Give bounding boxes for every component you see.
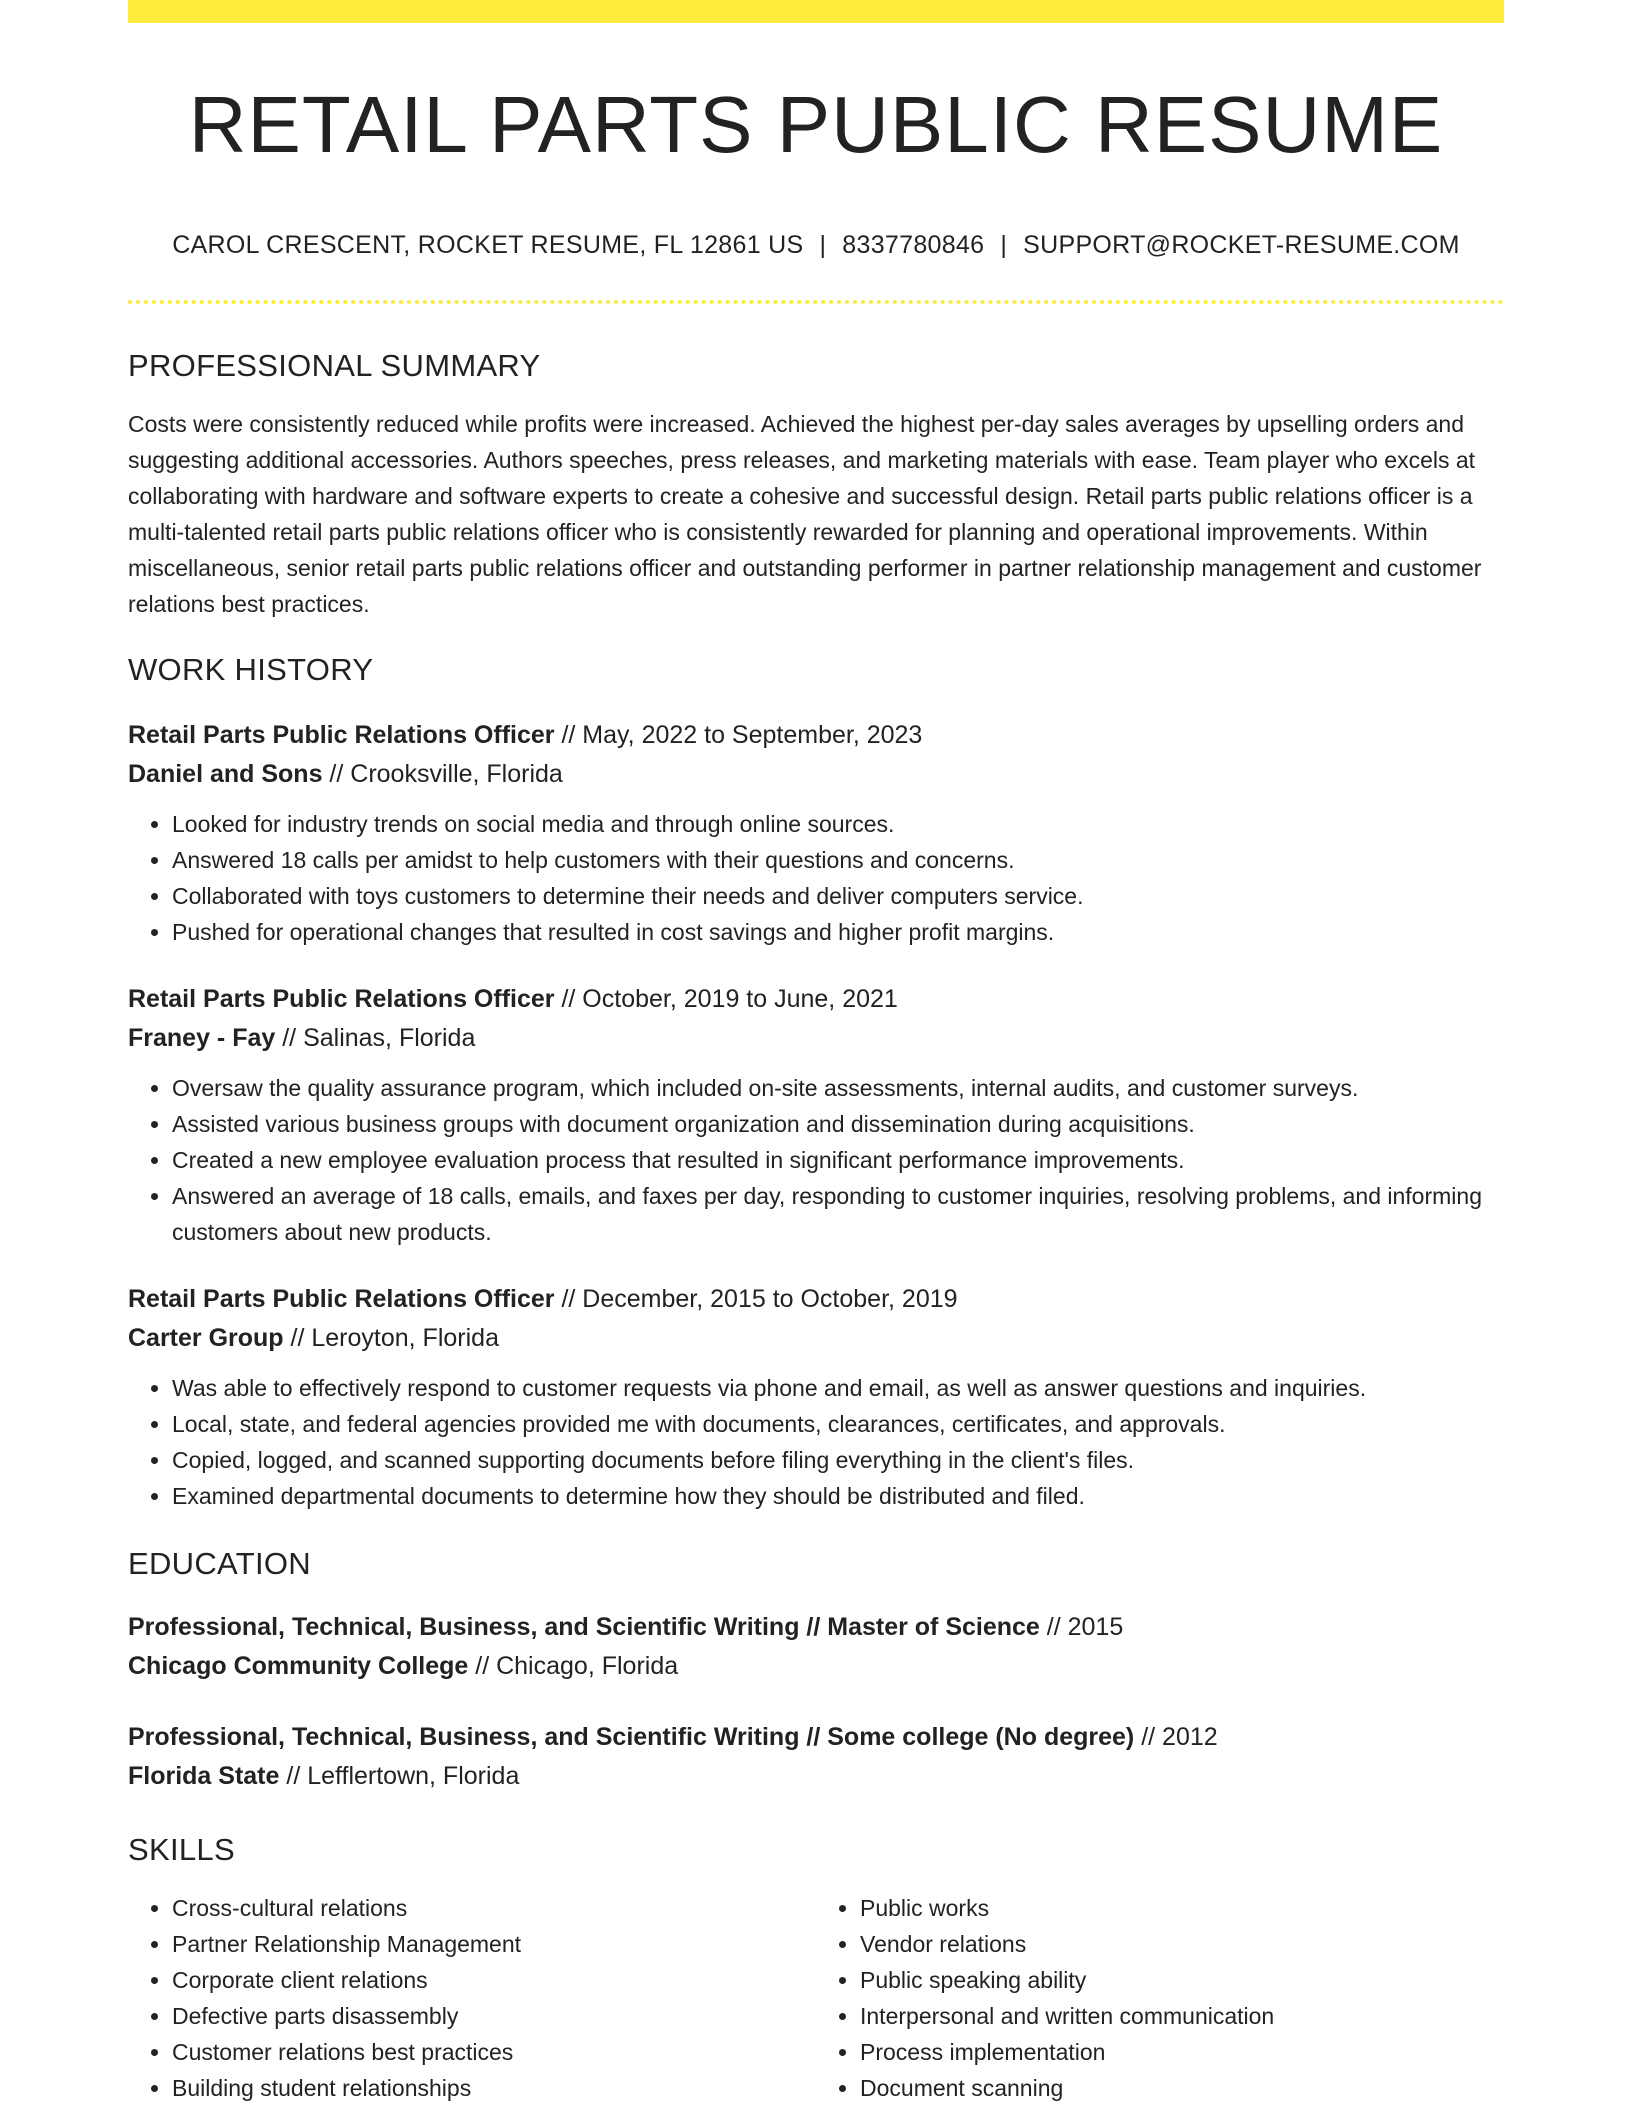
- skill-item: • Interpersonal and written communication: [860, 1998, 1504, 2034]
- skill-item: • Corporate client relations: [172, 1962, 816, 1998]
- skills-columns: [128, 1890, 1504, 2106]
- job-company: Carter Group: [128, 1324, 284, 1352]
- resume-page: [128, 0, 1504, 2106]
- job-dates: // May, 2022 to September, 2023: [554, 721, 923, 749]
- skills-list-right: [816, 1890, 1504, 2106]
- skill-item: • Public works: [860, 1890, 1504, 1926]
- contact-line: [128, 231, 1504, 260]
- job-entry: [128, 716, 1504, 950]
- list-item: • Created a new employee evaluation process that resulted in significant performance improvements.: [172, 1142, 1504, 1178]
- skill-item: • Customer relations best practices: [172, 2034, 816, 2070]
- education-school-line: [128, 1757, 1504, 1796]
- summary-text: Costs were consistently reduced while profits were increased. Achieved the highest per-day sales averages by upselling orders and suggesting additional accessories. Authors speeches, press releases, and marketing materials with ease. Team player who excels at collaborating with hardware and software experts to create a cohesive and successful design. Retail parts public relations officer is a multi-talented retail parts public relations officer who is consistently rewarded for planning and operational improvements. Within miscellaneous, senior retail parts public relations officer and outstanding performer in partner relationship management and customer relations best practices.: [128, 411, 1482, 617]
- skill-item: • Public speaking ability: [860, 1962, 1504, 1998]
- section-title-work-history: WORK HISTORY: [128, 652, 374, 687]
- section-title-education: EDUCATION: [128, 1546, 311, 1581]
- education-year: // 2015: [1039, 1613, 1124, 1641]
- education-school: Chicago Community College: [128, 1652, 469, 1680]
- job-title-line: [128, 980, 1504, 1019]
- job-dates: // December, 2015 to October, 2019: [554, 1285, 958, 1313]
- section-title-skills: SKILLS: [128, 1832, 235, 1867]
- list-item: • Oversaw the quality assurance program, which included on-site assessments, internal audits, and customer surveys.: [172, 1070, 1504, 1106]
- list-item: • Examined departmental documents to determine how they should be distributed and filed.: [172, 1478, 1504, 1514]
- education-year: // 2012: [1134, 1723, 1218, 1751]
- list-item: • Pushed for operational changes that resulted in cost savings and higher profit margins.: [172, 914, 1504, 950]
- section-title-summary: PROFESSIONAL SUMMARY: [128, 348, 541, 383]
- education-degree: Professional, Technical, Business, and Scientific Writing // Some college (No degree): [128, 1723, 1135, 1751]
- education-degree: Professional, Technical, Business, and Scientific Writing // Master of Science: [128, 1613, 1040, 1641]
- job-company-line: [128, 755, 1504, 794]
- list-item: • Collaborated with toys customers to determine their needs and deliver computers service.: [172, 878, 1504, 914]
- skill-item: • Cross-cultural relations: [172, 1890, 816, 1926]
- list-item: • Assisted various business groups with document organization and dissemination during acquisitions.: [172, 1106, 1504, 1142]
- education-school: Florida State: [128, 1762, 280, 1790]
- skill-item: • Partner Relationship Management: [172, 1926, 816, 1962]
- education-entry: [128, 1718, 1504, 1796]
- education-degree-line: [128, 1718, 1504, 1757]
- job-company-line: [128, 1019, 1504, 1058]
- job-company: Daniel and Sons: [128, 760, 323, 788]
- list-item: • Copied, logged, and scanned supporting documents before filing everything in the client's files.: [172, 1442, 1504, 1478]
- education-location: // Chicago, Florida: [468, 1652, 679, 1680]
- job-company-line: [128, 1319, 1504, 1358]
- contact-phone: 8337780846: [842, 231, 985, 259]
- dotted-divider: [128, 300, 1504, 304]
- job-bullets: [128, 1370, 1504, 1514]
- skill-item: • Vendor relations: [860, 1926, 1504, 1962]
- job-bullets: [128, 1070, 1504, 1250]
- education-degree-line: [128, 1608, 1504, 1647]
- skill-item: • Defective parts disassembly: [172, 1998, 816, 2034]
- job-title-line: [128, 716, 1504, 755]
- list-item: • Answered an average of 18 calls, emails, and faxes per day, responding to customer inquiries, resolving problems, and informing customers about new products.: [172, 1178, 1504, 1250]
- job-location: // Salinas, Florida: [275, 1024, 476, 1052]
- job-position: Retail Parts Public Relations Officer: [128, 721, 555, 749]
- education-location: // Lefflertown, Florida: [279, 1762, 520, 1790]
- job-entry: [128, 1280, 1504, 1514]
- job-location: // Crooksville, Florida: [322, 760, 563, 788]
- skills-list-left: [128, 1890, 816, 2106]
- job-entry: [128, 980, 1504, 1250]
- list-item: • Local, state, and federal agencies provided me with documents, clearances, certificates, and approvals.: [172, 1406, 1504, 1442]
- resume-title: RETAIL PARTS PUBLIC RESUME: [188, 80, 1444, 169]
- contact-separator: |: [819, 231, 827, 259]
- contact-email: SUPPORT@ROCKET-RESUME.COM: [1023, 231, 1460, 259]
- skill-item: • Building student relationships: [172, 2070, 816, 2106]
- contact-separator: |: [1000, 231, 1008, 259]
- job-position: Retail Parts Public Relations Officer: [128, 1285, 555, 1313]
- accent-bar: [128, 0, 1504, 23]
- education-entry: [128, 1608, 1504, 1686]
- job-bullets: [128, 806, 1504, 950]
- job-location: // Leroyton, Florida: [283, 1324, 499, 1352]
- contact-address: CAROL CRESCENT, ROCKET RESUME, FL 12861 US: [172, 231, 804, 259]
- skill-item: • Document scanning: [860, 2070, 1504, 2106]
- skill-item: • Process implementation: [860, 2034, 1504, 2070]
- job-dates: // October, 2019 to June, 2021: [554, 985, 898, 1013]
- job-company: Franey - Fay: [128, 1024, 276, 1052]
- list-item: • Answered 18 calls per amidst to help customers with their questions and concerns.: [172, 842, 1504, 878]
- job-position: Retail Parts Public Relations Officer: [128, 985, 555, 1013]
- list-item: • Looked for industry trends on social media and through online sources.: [172, 806, 1504, 842]
- job-title-line: [128, 1280, 1504, 1319]
- education-school-line: [128, 1647, 1504, 1686]
- list-item: • Was able to effectively respond to customer requests via phone and email, as well as answer questions and inquiries.: [172, 1370, 1504, 1406]
